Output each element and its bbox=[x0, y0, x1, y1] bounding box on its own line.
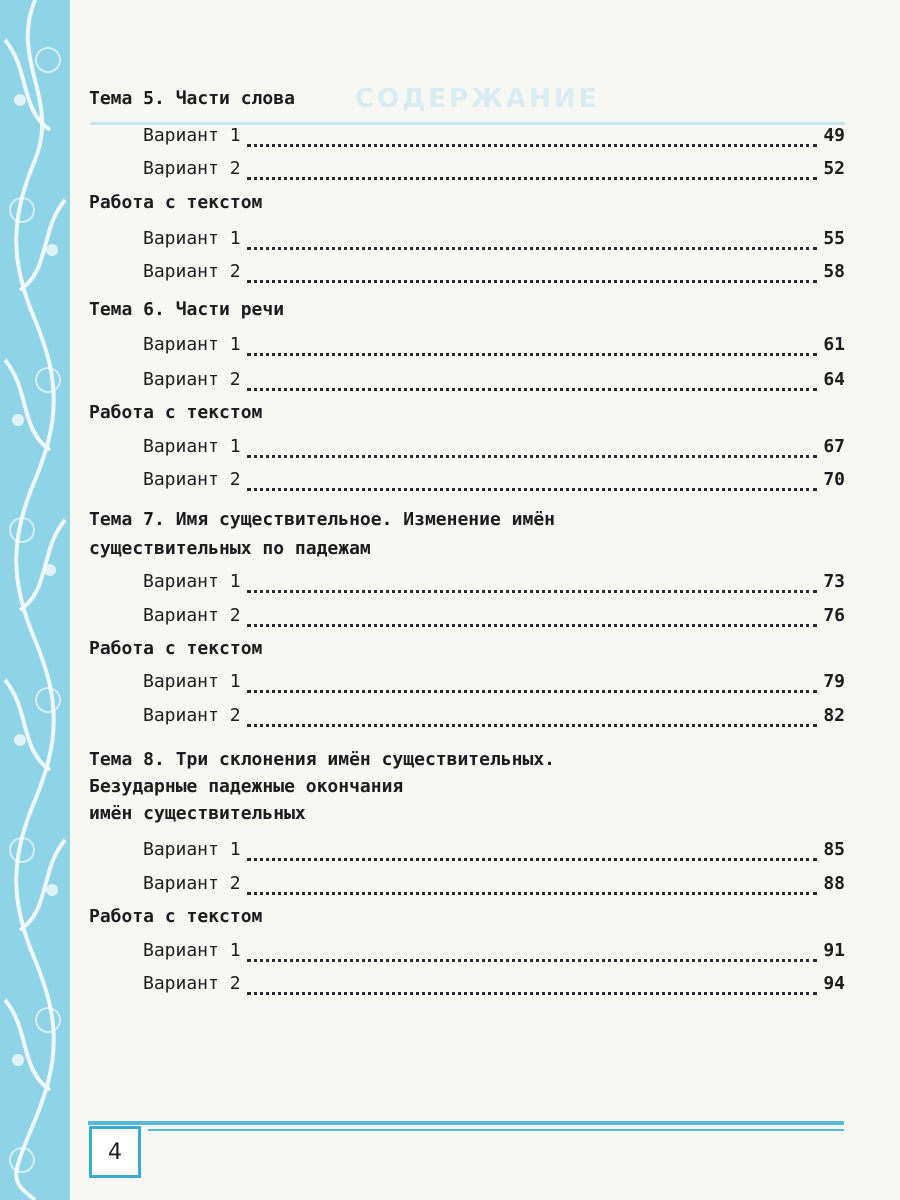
toc-entry bbox=[143, 705, 845, 729]
toc-entry bbox=[143, 228, 845, 252]
entry-page-number: 82 bbox=[823, 705, 845, 726]
toc-entry bbox=[143, 369, 845, 393]
dot-leader bbox=[247, 372, 818, 391]
entry-page-number: 52 bbox=[823, 158, 845, 179]
section-heading: Тема 6. Части речи bbox=[89, 299, 285, 320]
toc-entry bbox=[143, 940, 845, 964]
entry-label: Вариант 2 bbox=[143, 605, 241, 626]
toc-entry bbox=[143, 334, 845, 358]
entry-page-number: 85 bbox=[823, 839, 845, 860]
entry-label: Вариант 2 bbox=[143, 469, 241, 490]
entry-page-number: 94 bbox=[823, 973, 845, 994]
entry-page-number: 91 bbox=[823, 940, 845, 961]
toc-entry bbox=[143, 125, 845, 149]
dot-leader bbox=[247, 264, 818, 283]
entry-page-number: 49 bbox=[823, 125, 845, 146]
entry-page-number: 88 bbox=[823, 873, 845, 894]
entry-label: Вариант 2 bbox=[143, 973, 241, 994]
entry-label: Вариант 1 bbox=[143, 571, 241, 592]
section-heading: Работа с текстом bbox=[89, 906, 263, 927]
toc-entry bbox=[143, 571, 845, 595]
dot-leader bbox=[247, 608, 818, 627]
section-heading: Работа с текстом bbox=[89, 402, 263, 423]
section-heading: Работа с текстом bbox=[89, 192, 263, 213]
dot-leader bbox=[247, 472, 818, 491]
entry-page-number: 70 bbox=[823, 469, 845, 490]
toc-entry bbox=[143, 158, 845, 182]
entry-label: Вариант 1 bbox=[143, 228, 241, 249]
entry-page-number: 67 bbox=[823, 436, 845, 457]
entry-label: Вариант 1 bbox=[143, 839, 241, 860]
dot-leader bbox=[247, 439, 818, 458]
toc-entry bbox=[143, 436, 845, 460]
section-heading: Тема 5. Части слова bbox=[89, 88, 295, 109]
entry-label: Вариант 2 bbox=[143, 158, 241, 179]
section-heading: Работа с текстом bbox=[89, 638, 263, 659]
entry-page-number: 55 bbox=[823, 228, 845, 249]
dot-leader bbox=[247, 337, 818, 356]
entry-label: Вариант 2 bbox=[143, 369, 241, 390]
background-title: СОДЕРЖАНИЕ bbox=[355, 84, 600, 114]
dot-leader bbox=[247, 128, 818, 147]
section-heading: существительных по падежам bbox=[89, 538, 371, 559]
entry-page-number: 64 bbox=[823, 369, 845, 390]
dot-leader bbox=[247, 876, 818, 895]
entry-page-number: 58 bbox=[823, 261, 845, 282]
section-heading: имён существительных bbox=[89, 803, 306, 824]
dot-leader bbox=[247, 842, 818, 861]
toc-entry bbox=[143, 873, 845, 897]
toc-entry bbox=[143, 973, 845, 997]
entry-page-number: 76 bbox=[823, 605, 845, 626]
dot-leader bbox=[247, 976, 818, 995]
section-heading: Тема 8. Три склонения имён существительных. bbox=[89, 749, 555, 770]
entry-page-number: 79 bbox=[823, 671, 845, 692]
entry-label: Вариант 2 bbox=[143, 873, 241, 894]
toc-entry bbox=[143, 839, 845, 863]
dot-leader bbox=[247, 231, 818, 250]
entry-label: Вариант 1 bbox=[143, 125, 241, 146]
toc-entry bbox=[143, 261, 845, 285]
entry-label: Вариант 1 bbox=[143, 334, 241, 355]
dot-leader bbox=[247, 574, 818, 593]
entry-label: Вариант 1 bbox=[143, 671, 241, 692]
entry-label: Вариант 1 bbox=[143, 940, 241, 961]
entry-label: Вариант 1 bbox=[143, 436, 241, 457]
entry-label: Вариант 2 bbox=[143, 261, 241, 282]
toc-entry bbox=[143, 671, 845, 695]
dot-leader bbox=[247, 674, 818, 693]
section-heading: Безударные падежные окончания bbox=[89, 776, 404, 797]
entry-page-number: 73 bbox=[823, 571, 845, 592]
page-number: 4 bbox=[89, 1126, 141, 1178]
toc-entry bbox=[143, 605, 845, 629]
dot-leader bbox=[247, 161, 818, 180]
dot-leader bbox=[247, 943, 818, 962]
toc-entry bbox=[143, 469, 845, 493]
entry-page-number: 61 bbox=[823, 334, 845, 355]
section-heading: Тема 7. Имя существительное. Изменение имён bbox=[89, 509, 555, 530]
footer-rule-thin bbox=[148, 1129, 844, 1131]
footer-rule bbox=[88, 1121, 844, 1125]
entry-label: Вариант 2 bbox=[143, 705, 241, 726]
dot-leader bbox=[247, 708, 818, 727]
